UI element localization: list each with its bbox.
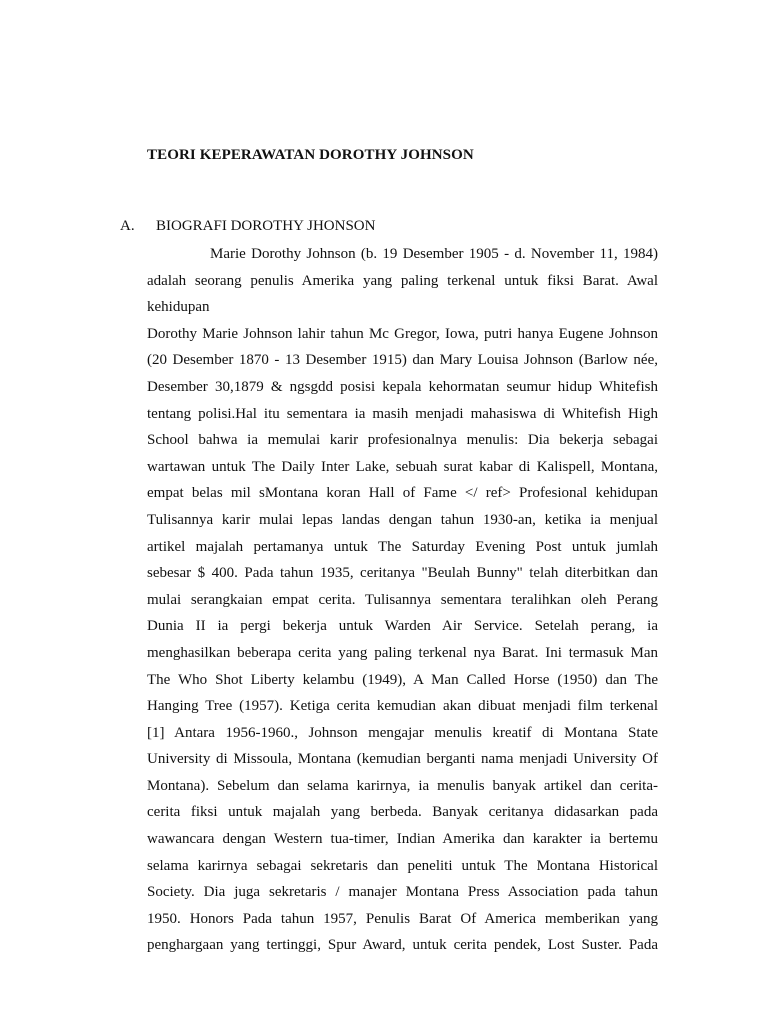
paragraph-line: empat belas mil sMontana koran Hall of Fame </ ref> Profesional kehidupan [147, 485, 658, 502]
paragraph-line: 1950. Honors Pada tahun 1957, Penulis Barat Of America memberikan yang [147, 910, 658, 927]
paragraph-line: Tulisannya karir mulai lepas landas dengan tahun 1930-an, ketika ia menjual [147, 511, 658, 528]
paragraph-line: Montana). Sebelum dan selama karirnya, ia menulis banyak artikel dan cerita- [147, 777, 658, 794]
paragraph-line: Dunia II ia pergi bekerja untuk Warden Air Service. Setelah perang, ia [147, 618, 658, 635]
paragraph-line: Marie Dorothy Johnson (b. 19 Desember 1905 - d. November 11, 1984) [210, 246, 658, 262]
paragraph-line: selama karirnya sebagai sekretaris dan peneliti untuk The Montana Historical [147, 857, 658, 874]
paragraph-line: kehidupan [147, 299, 210, 316]
body-text [147, 241, 658, 959]
section-heading-text: BIOGRAFI DOROTHY JHONSON [156, 218, 376, 234]
paragraph-line: School bahwa ia memulai karir profesionalnya menulis: Dia bekerja sebagai [147, 432, 658, 449]
paragraph-line: cerita fiksi untuk majalah yang berbeda. Banyak ceritanya didasarkan pada [147, 804, 658, 821]
section-heading [120, 218, 375, 235]
document-title: TEORI KEPERAWATAN DOROTHY JOHNSON [147, 147, 474, 163]
paragraph-line: tentang polisi.Hal itu sementara ia masih menjadi mahasiswa di Whitefish High [147, 405, 658, 422]
paragraph-line: (20 Desember 1870 - 13 Desember 1915) dan Mary Louisa Johnson (Barlow née, [147, 352, 658, 369]
paragraph-line: wartawan untuk The Daily Inter Lake, sebuah surat kabar di Kalispell, Montana, [147, 458, 658, 475]
paragraph-line: University di Missoula, Montana (kemudian berganti nama menjadi University Of [147, 751, 658, 768]
paragraph-line: adalah seorang penulis Amerika yang paling terkenal untuk fiksi Barat. Awal [147, 272, 658, 289]
paragraph-line: Dorothy Marie Johnson lahir tahun Mc Gregor, Iowa, putri hanya Eugene Johnson [147, 325, 658, 342]
paragraph-line: Hanging Tree (1957). Ketiga cerita kemudian akan dibuat menjadi film terkenal [147, 698, 658, 715]
paragraph-line: penghargaan yang tertinggi, Spur Award, untuk cerita pendek, Lost Suster. Pada [147, 937, 658, 954]
paragraph-line: [1] Antara 1956-1960., Johnson mengajar menulis kreatif di Montana State [147, 724, 658, 741]
section-letter: A. [120, 218, 135, 234]
paragraph-line: sebesar $ 400. Pada tahun 1935, ceritanya "Beulah Bunny" telah diterbitkan dan [147, 565, 658, 582]
paragraph-line: menghasilkan beberapa cerita yang paling terkenal nya Barat. Ini termasuk Man [147, 644, 658, 661]
paragraph-line: artikel majalah pertamanya untuk The Saturday Evening Post untuk jumlah [147, 538, 658, 555]
paragraph-line: Society. Dia juga sekretaris / manajer Montana Press Association pada tahun [147, 884, 658, 901]
paragraph-line: mulai serangkaian empat cerita. Tulisannya sementara teralihkan oleh Perang [147, 591, 658, 608]
paragraph-line: Desember 30,1879 & ngsgdd posisi kepala kehormatan seumur hidup Whitefish [147, 378, 658, 395]
paragraph-line: The Who Shot Liberty kelambu (1949), A Man Called Horse (1950) dan The [147, 671, 658, 688]
paragraph-line: wawancara dengan Western tua-timer, Indian Amerika dan karakter ia bertemu [147, 831, 658, 848]
